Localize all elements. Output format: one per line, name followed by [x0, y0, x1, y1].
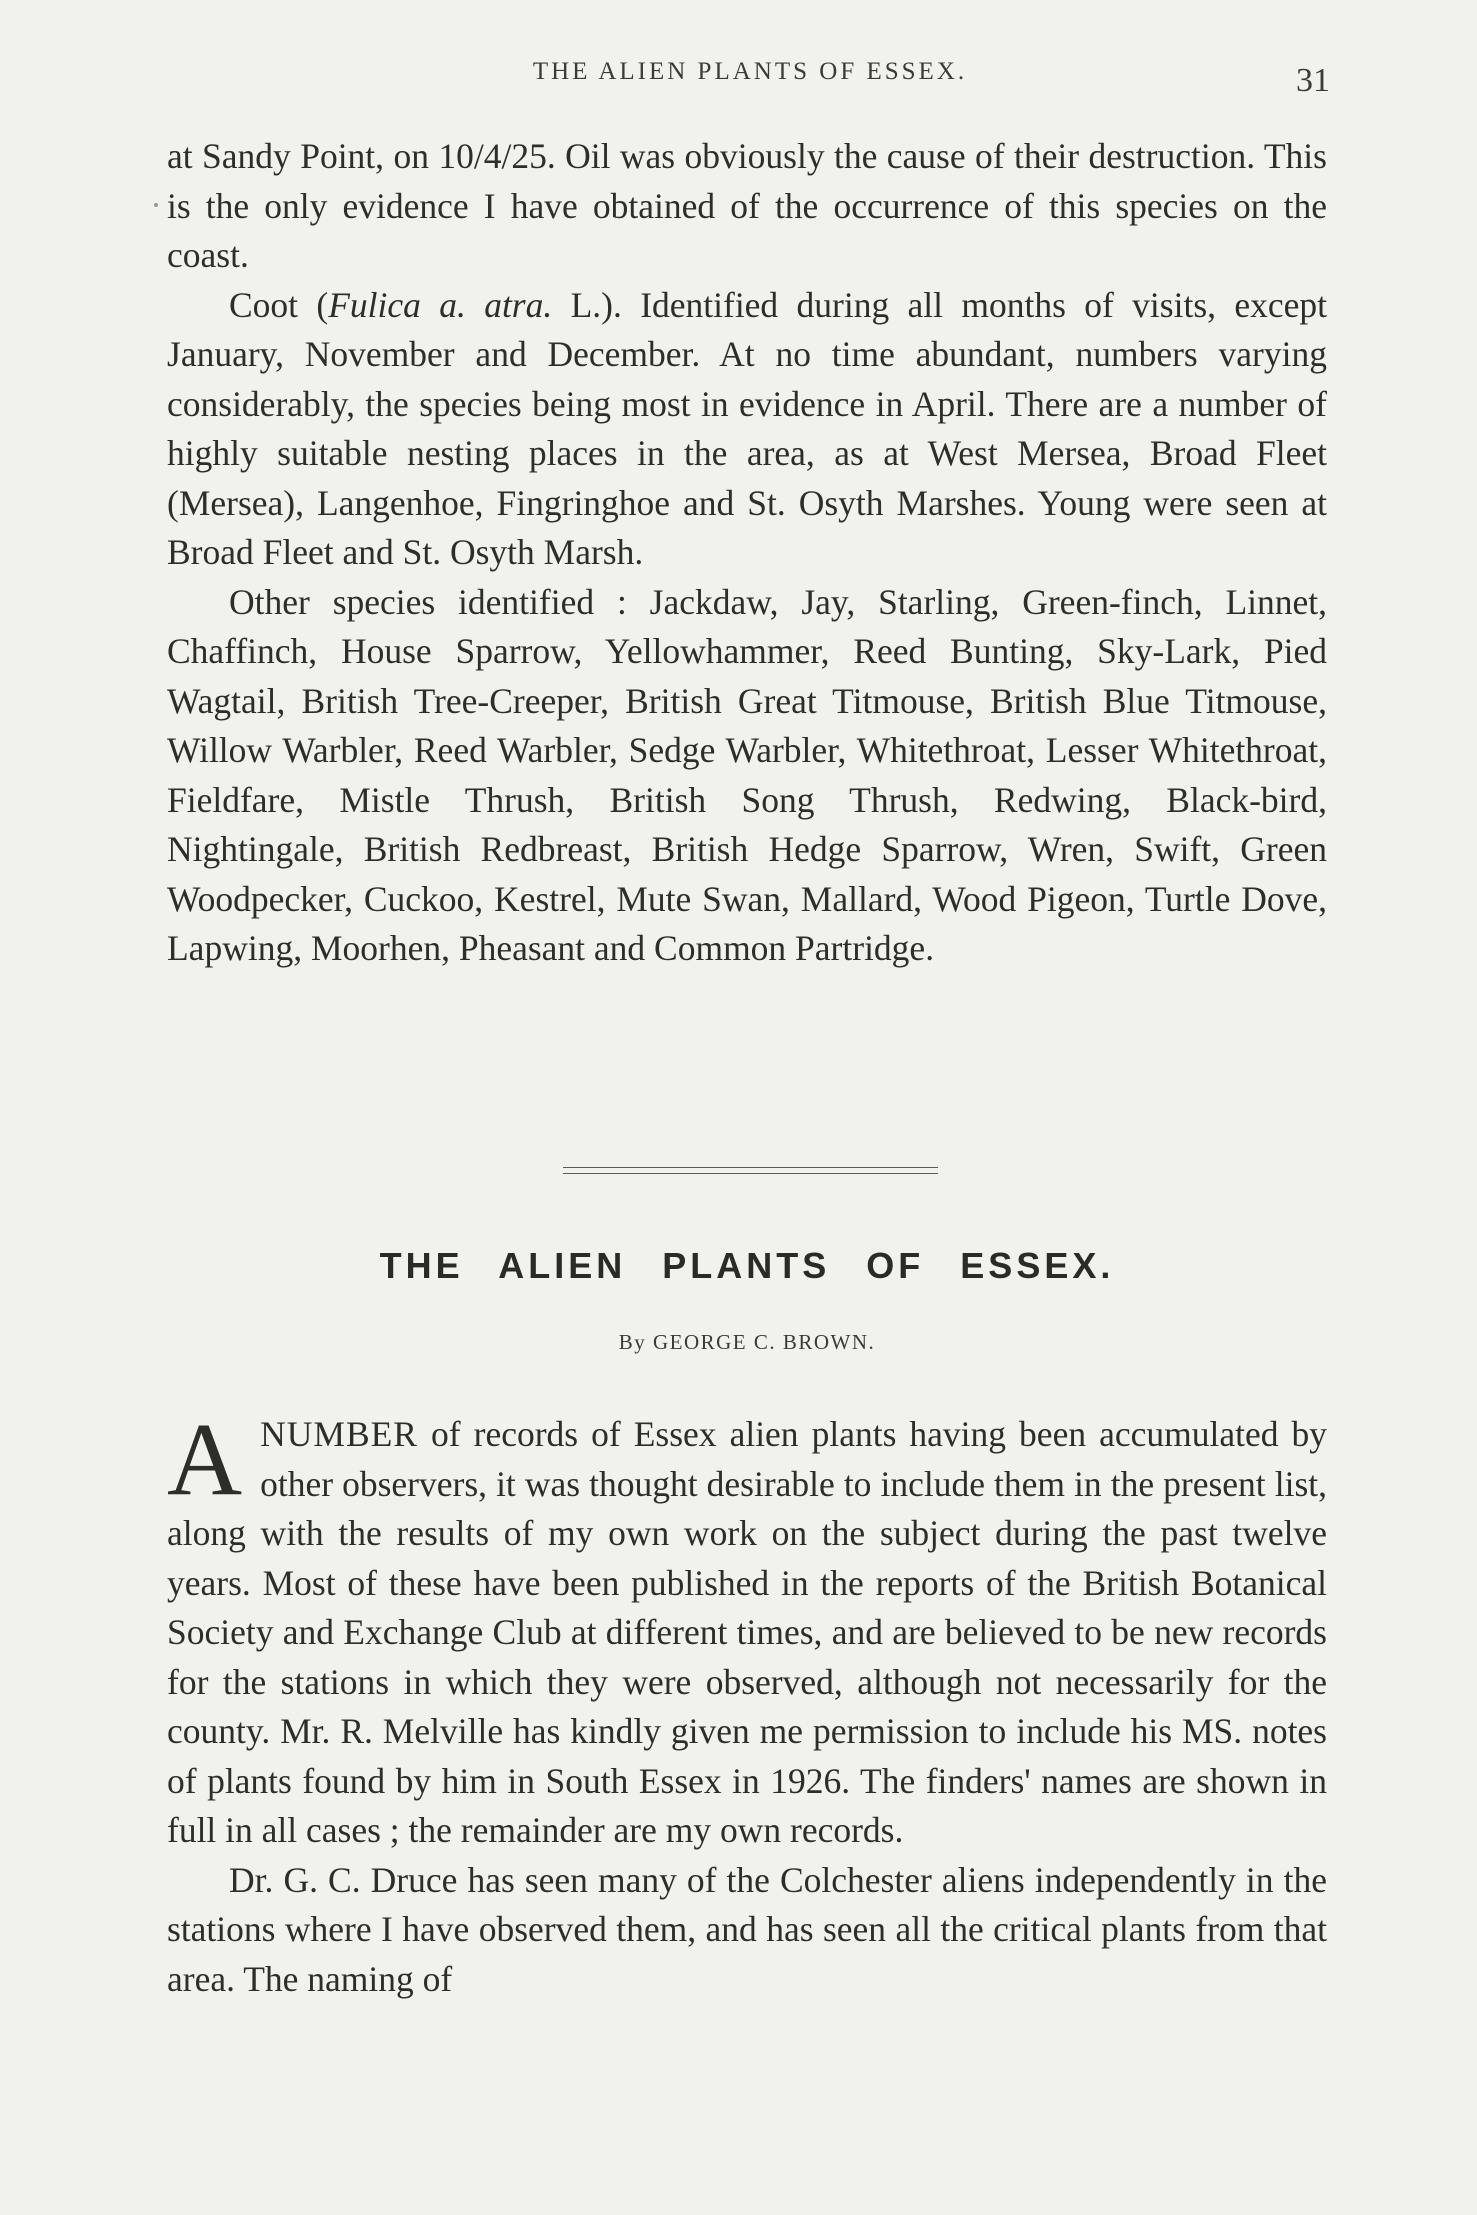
paragraph-text: Other species identified : Jackdaw, Jay, Starling, Green-finch, Linnet, Chaffinch, House Sparrow, Yellowhammer, Reed Bunting, Sky-Lark, Pied Wagtail, British Tree-Creeper, British Great Titmouse, British Blue Titmouse, Willow Warbler, Reed Warbler, Sedge Warbler, Whitethroat, Lesser Whitethroat, Fieldfare, Mistle Thrush, British Song Thrush, Redwing, Black-bird, Nightingale, British Redbreast, British Hedge Sparrow, Wren, Swift, Green Woodpecker, Cuckoo, Kestrel, Mute Swan, Mallard, Wood Pigeon, Turtle Dove, Lapwing, Moorhen, Pheasant and Common Partridge.: [167, 581, 1327, 968]
previous-article-text: [167, 132, 1327, 974]
running-head-title: THE ALIEN PLANTS OF ESSEX.: [532, 58, 968, 85]
section-divider: [563, 1167, 938, 1174]
page-number: 31: [1296, 62, 1330, 99]
margin-speck: [154, 203, 158, 207]
byline: By GEORGE C. BROWN.: [618, 1330, 876, 1354]
running-head: [170, 58, 1330, 98]
latin-name: Fulica a. atra.: [328, 284, 553, 325]
article-title: THE ALIEN PLANTS OF ESSEX.: [379, 1245, 1115, 1286]
paragraph-other-species: [167, 578, 1327, 974]
paragraph-text: Dr. G. C. Druce has seen many of the Colchester aliens independently in the stations where I have observed them, and has seen all the critical plants from that area. The naming of: [167, 1859, 1327, 1999]
paragraph-druce: [167, 1856, 1327, 2005]
paragraph-text: at Sandy Point, on 10/4/25. Oil was obviously the cause of their destruction. This is the only evidence I have obtained of the occurrence of this species on the coast.: [167, 136, 1327, 275]
paragraph-coot: [167, 281, 1327, 578]
paragraph-text: Coot (: [229, 284, 329, 325]
small-caps-word: NUMBER: [260, 1414, 418, 1454]
paragraph-text: L.). Identified during all months of visits, except January, November and December. At no time abundant, numbers varying considerably, the species being most in evidence in April. There are a number of highly suitable nesting places in the area, as at West Mersea, Broad Fleet (Mersea), Langenhoe, Fingringhoe and St. Osyth Marshes. Young were seen at Broad Fleet and St. Osyth Marsh.: [167, 284, 1327, 572]
paragraph-intro: [167, 1402, 1327, 1856]
paragraph-text: of records of Essex alien plants having been accumulated by other observers, it was thought desirable to include them in the present list, along with the results of my own work on the subject during the past twelve years. Most of these have been published in the reports of the British Botanical Society and Exchange Club at different times, and are believed to be new records for the stations in which they were observed, although not necessarily for the county. Mr. R. Melville has kindly given me permission to include his MS. notes of plants found by him in South Essex in 1926. The finders' names are shown in full in all cases ; the remainder are my own records.: [167, 1414, 1327, 1850]
drop-cap: A: [167, 1402, 243, 1517]
article-body: [167, 1402, 1327, 2004]
paragraph: [167, 132, 1327, 281]
